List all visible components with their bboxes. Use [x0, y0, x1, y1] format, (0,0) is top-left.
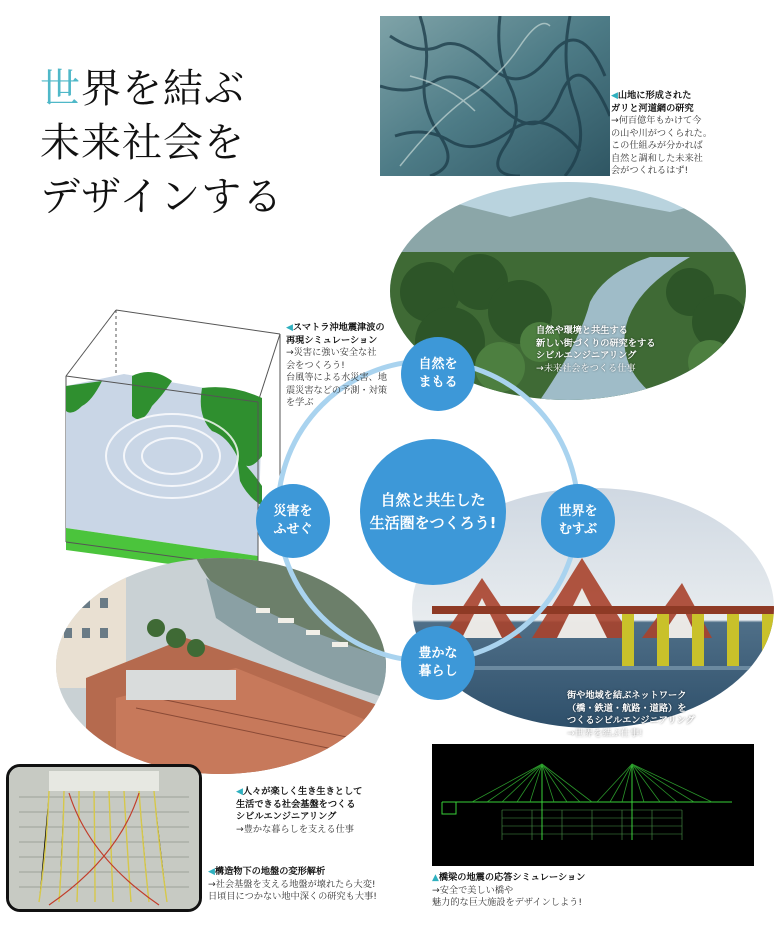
center-circle: 自然と共生した 生活圏をつくろう! — [360, 439, 506, 585]
tsunami-simulation-cube — [62, 306, 284, 582]
bridge-simulation-image — [432, 744, 754, 866]
caption-river: 自然や環境と共生する 新しい街づくりの研究をする シビルエンジニアリング →未来社会をつくる仕事 — [536, 325, 656, 374]
node-prevent-disaster: 災害を ふせぐ — [256, 484, 330, 558]
caption-city: ◀人々が楽しく生き生きとして 生活できる社会基盤をつくる シビルエンジニアリング →豊かな暮らしを支える仕事 — [236, 786, 363, 835]
page-title — [40, 62, 370, 224]
caption-bridge: 街や地域を結ぶネットワーク （橋・鉄道・航路・道路）を つくるシビルエンジニアリング →世界を結ぶ仕事! — [567, 690, 695, 739]
title-accent-char: 世 — [40, 66, 81, 112]
node-protect-nature: 自然を まもる — [401, 337, 475, 411]
caption-tsunami: ◀スマトラ沖地震津波の 再現シミュレーション →災害に強い安全な社 会をつくろう! 台風等による水災害、地 震災害などの予測・対策 を学ぶ — [286, 322, 388, 408]
triangle-marker-icon: ▲ — [432, 873, 439, 883]
triangle-marker-icon: ◀ — [208, 867, 215, 877]
caption-simulation: ▲橋梁の地震の応答シミュレーション →安全で美しい橋や 魅力的な巨大施設をデザインしよう! — [432, 872, 586, 908]
caption-ground: ◀構造物下の地盤の変形解析 →社会基盤を支える地盤が壊れたら大変! 日頃目につかない地中深くの研究も大事! — [208, 866, 377, 902]
node-connect-world: 世界を むすぶ — [541, 484, 615, 558]
title-line-3: デザインする — [40, 174, 284, 220]
caption-valley: ◀山地に形成された ガリと河道網の研究 →何百億年もかけて今 の山や川がつくられた。 この仕組みが分かれば 自然と調和した未来社 会がつくれるはず! — [611, 90, 713, 176]
title-line-1: 世界を結ぶ — [40, 66, 245, 112]
triangle-marker-icon: ◀ — [286, 323, 293, 333]
valley-aerial-photo — [380, 16, 610, 176]
triangle-marker-icon: ◀ — [236, 787, 243, 797]
ground-deformation-photo — [6, 764, 202, 912]
node-rich-life: 豊かな 暮らし — [401, 626, 475, 700]
triangle-marker-icon: ◀ — [611, 91, 618, 101]
title-line-2: 未来社会を — [40, 120, 245, 166]
